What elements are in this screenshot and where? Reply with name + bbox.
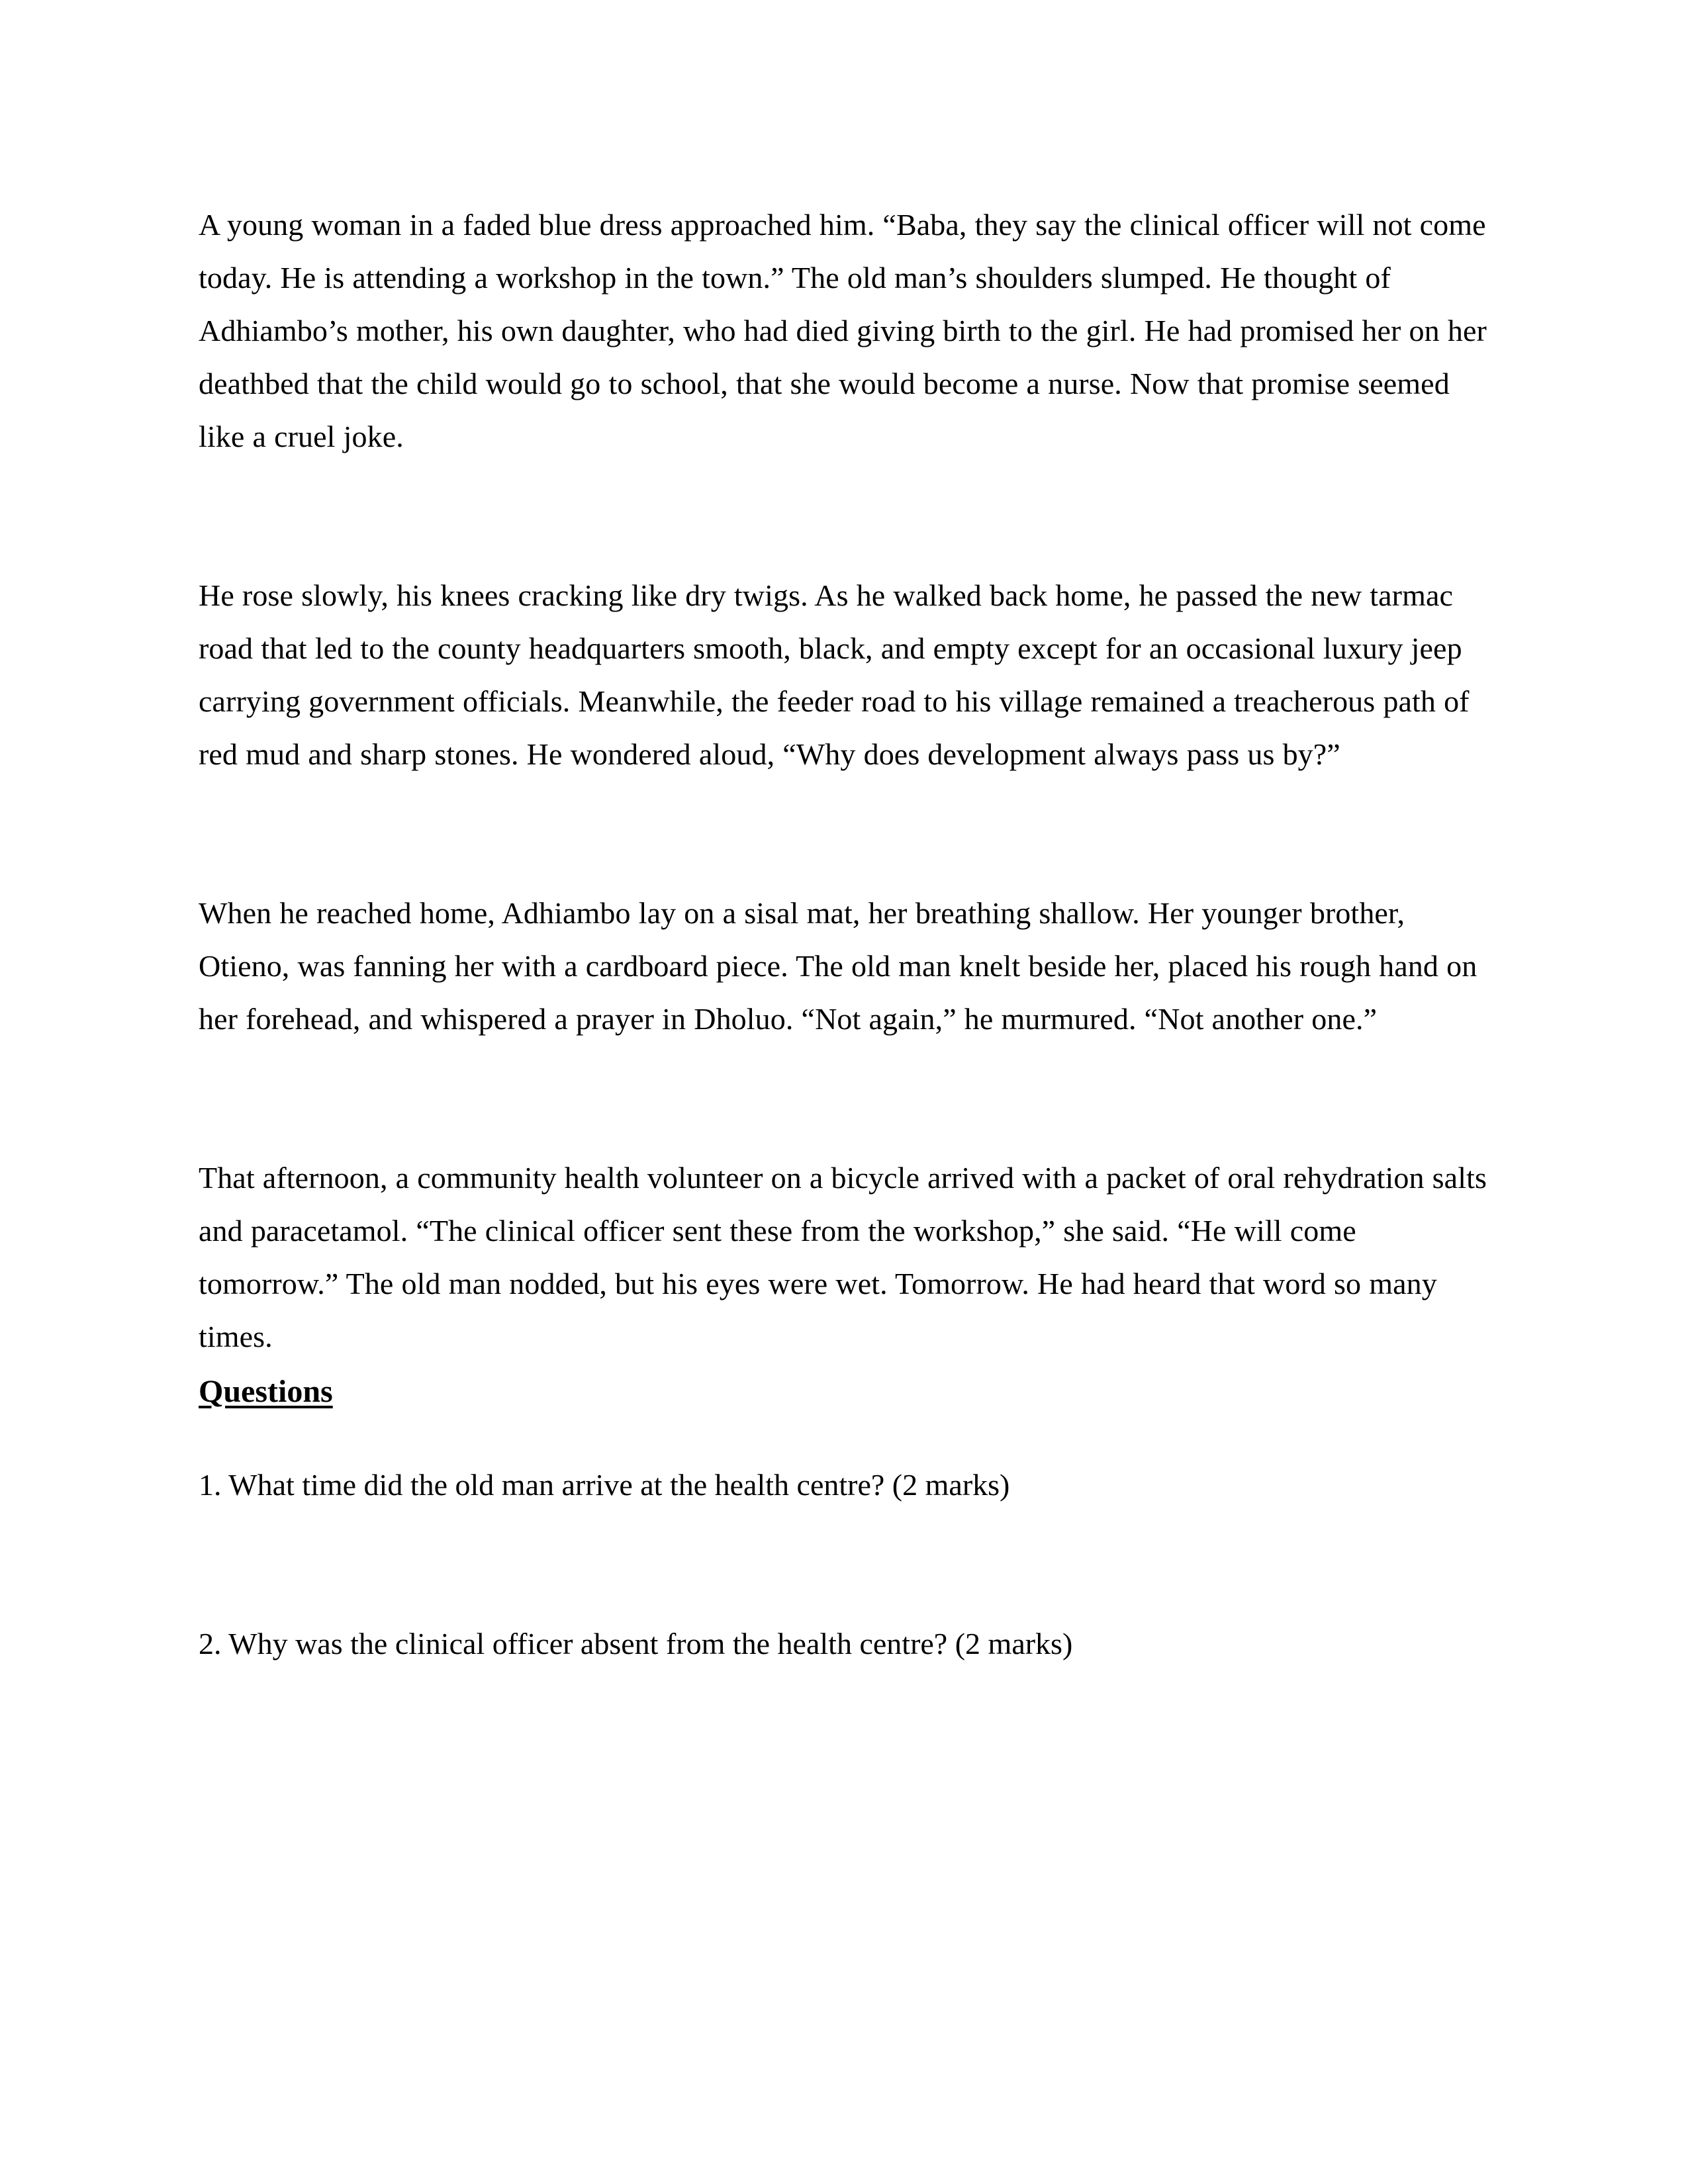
- passage-paragraph-3: When he reached home, Adhiambo lay on a sisal mat, her breathing shallow. Her younger brother, Otieno, was fanning her with a cardboard piece. The old man knelt beside her, placed his rough hand on her forehead, and whispered a prayer in Dholuo. “Not again,” he murmured. “Not another one.”: [199, 896, 1477, 1036]
- questions-section: [199, 1370, 1489, 1670]
- questions-heading-wrap: [199, 1370, 1489, 1459]
- questions-heading: Questions: [199, 1374, 333, 1409]
- passage-paragraph-1: A young woman in a faded blue dress approached him. “Baba, they say the clinical officer will not come today. He is attending a workshop in the town.” The old man’s shoulders slumped. He thought of Adhiambo’s mother, his own daughter, who had died giving birth to the girl. He had promised her on her deathbed that the child would go to school, that she would become a nurse. Now that promise seemed like a cruel joke.: [199, 208, 1487, 453]
- passage-paragraph-4: That afternoon, a community health volunteer on a bicycle arrived with a packet of oral rehydration salts and paracetamol. “The clinical officer sent these from the workshop,” she said. “He will come tomorrow.” The old man nodded, but his eyes were wet. Tomorrow. He had heard that word so many times.: [199, 1161, 1487, 1353]
- passage-body: [199, 199, 1489, 1363]
- question-item-1: 1. What time did the old man arrive at the health centre? (2 marks): [199, 1468, 1010, 1502]
- question-item-2: 2. Why was the clinical officer absent from the health centre? (2 marks): [199, 1627, 1073, 1661]
- page-content: [199, 199, 1489, 1670]
- passage-paragraph-2: He rose slowly, his knees cracking like dry twigs. As he walked back home, he passed the new tarmac road that led to the county headquarters smooth, black, and empty except for an occasional luxury jeep carrying government officials. Meanwhile, the feeder road to his village remained a treacherous path of red mud and sharp stones. He wondered aloud, “Why does development always pass us by?”: [199, 578, 1470, 771]
